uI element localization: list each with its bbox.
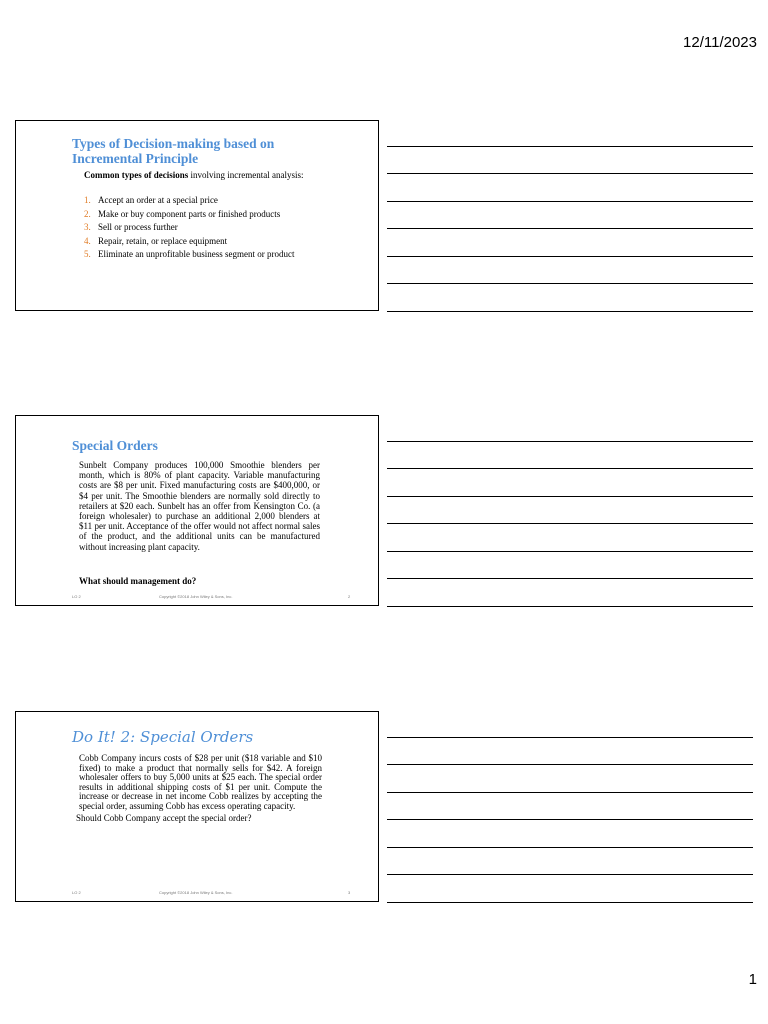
print-date: 12/11/2023 (683, 34, 757, 51)
slide-footer-page: 3 (348, 890, 351, 895)
list-item (84, 221, 294, 235)
page-number: 1 (748, 971, 757, 988)
list-number: 2. (84, 208, 91, 219)
note-line (387, 283, 753, 284)
slide-footer-copyright: Copyright ©2018 John Wiley & Sons, Inc. (159, 890, 233, 895)
list-number: 1. (84, 195, 91, 205)
list-number: 3. (84, 222, 91, 232)
note-line (387, 847, 753, 848)
list-number: 5. (84, 249, 91, 259)
slide-footer-page: 2 (348, 594, 351, 599)
list-text: Eliminate an unprofitable business segment or product (98, 249, 295, 259)
note-line (387, 256, 753, 257)
list-number: 4. (84, 235, 91, 246)
note-line (387, 228, 753, 229)
note-line (387, 311, 753, 312)
note-line (387, 146, 753, 147)
list-text: Make or buy component parts or finished products (98, 208, 281, 219)
note-line (387, 792, 753, 793)
slide-1-thumbnail (15, 120, 379, 311)
note-line (387, 468, 753, 469)
list-item (84, 248, 294, 262)
note-line (387, 496, 753, 497)
note-line (387, 441, 753, 442)
slide-title: Special Orders (72, 438, 158, 453)
slide-intro (84, 170, 324, 180)
slide-footer-lo: LO 2 (72, 594, 81, 599)
list-text: Accept an order at a special price (98, 195, 218, 205)
note-line (387, 737, 753, 738)
slide-title: Types of Decision-making based on Incremental Principle (72, 136, 275, 166)
note-line (387, 578, 753, 579)
list-item (84, 208, 294, 222)
note-line (387, 902, 753, 903)
note-line (387, 523, 753, 524)
list-item (84, 194, 294, 208)
slide-body: Sunbelt Company produces 100,000 Smoothie blenders per month, which is 80% of plant capacity. Variable manufacturing costs are $8 per unit. Fixed manufacturing costs are $400,000, or $4 per unit. The Smoothie blenders are normally sold directly to retailers at $20 each. Sunbelt has an offer from Kensington Co. (a foreign wholesaler) to purchase an additional 2,000 blenders at $11 per unit. Acceptance of the offer would not affect normal sales of the product, and the additional units can be manufactured without increasing plant capacity. (79, 460, 320, 552)
note-line (387, 606, 753, 607)
note-line (387, 551, 753, 552)
intro-bold: Common types of decisions (84, 170, 189, 180)
slide-question: What should management do? (79, 576, 197, 586)
slide-title: Do It! 2: Special Orders (72, 728, 254, 746)
list-item (84, 235, 294, 249)
slide-question: Should Cobb Company accept the special order? (76, 813, 252, 823)
slide-2-thumbnail (15, 415, 379, 606)
intro-text: involving incremental analysis: (188, 170, 304, 180)
list-text: Repair, retain, or replace equipment (98, 235, 228, 246)
note-line (387, 764, 753, 765)
note-line (387, 173, 753, 174)
slide-body: Cobb Company incurs costs of $28 per unit ($18 variable and $10 fixed) to make a product that normally sells for $42. A foreign wholesaler offers to buy 5,000 units at $25 each. The special order results in additional shipping costs of $1 per unit. Compute the increase or decrease in net income Cobb realizes by accepting the special order, assuming Cobb has excess operating capacity. (79, 753, 322, 811)
slide-3-thumbnail (15, 711, 379, 902)
note-line (387, 874, 753, 875)
slide-footer-copyright: Copyright ©2018 John Wiley & Sons, Inc. (159, 594, 233, 599)
list-text: Sell or process further (98, 222, 178, 232)
note-line (387, 201, 753, 202)
slide-footer-lo: LO 2 (72, 890, 81, 895)
decision-list (84, 194, 294, 262)
note-line (387, 819, 753, 820)
